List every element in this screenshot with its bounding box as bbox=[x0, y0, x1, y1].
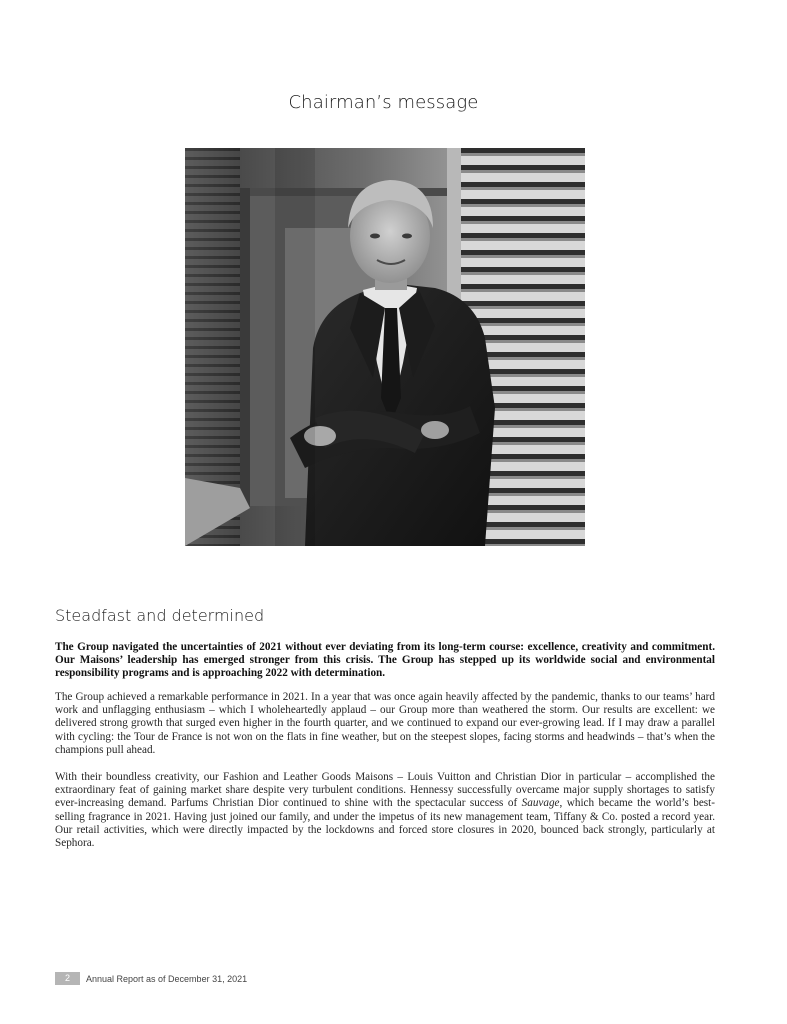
body-paragraph-1 bbox=[55, 691, 715, 757]
footer-caption: Annual Report as of December 31, 2021 bbox=[86, 973, 248, 984]
page-number-badge: 2 bbox=[55, 972, 80, 985]
page-footer bbox=[55, 972, 247, 985]
body-paragraph-2 bbox=[55, 771, 715, 850]
chairman-portrait-photo bbox=[185, 148, 585, 546]
paragraph-2-text-end: , which became the world’s best-selling fragrance in 2021. Having just joined our family, and under the impetus of its new management team, Tiffany & Co. posted a record year. Our retail activities, which were directly impacted by the lockdowns and forced store closures in 2020, bounced back strongly, particularly at Sephora. bbox=[55, 797, 715, 850]
page-title: Chairman’s message bbox=[288, 92, 479, 113]
paragraph-1-text: The Group achieved a remarkable performance in 2021. In a year that was once again heavily affected by the pandemic, thanks to our teams’ hard work and unflagging enthusiasm – which I wholeheartedly applaud – our Group more than weathered the storm. Our results are excellent: we delivered strong growth that surged even higher in the fourth quarter, and we continued to expand our ever-growing lead. If I may draw a parallel with cycling: the Tour de France is not won on the flats in fine weather, but on the steepest slopes, facing storms and headwinds – that’s when the champions pull ahead. bbox=[55, 691, 715, 756]
section-heading: Steadfast and determined bbox=[55, 606, 265, 625]
lead-text: The Group navigated the uncertainties of 2021 without ever deviating from its long-term course: excellence, creativity and commitment. Our Maisons’ leadership has emerged stronger from this crisis. The Group has stepped up its worldwide social and environmental responsibility programs and is approaching 2022 with determination. bbox=[55, 641, 715, 680]
paragraph-2-text-start: With their boundless creativity, our Fashion and Leather Goods Maisons – Louis Vuitton and Christian Dior in particular – accomplished the extraordinary feat of gaining market share despite very turbulent conditions. Hennessy successfully overcame major supply shortages to satisfy ever-increasing demand. Parfums Christian Dior continued to shine with the spectacular success of bbox=[55, 771, 715, 810]
paragraph-2-text bbox=[55, 771, 715, 850]
lead-paragraph bbox=[55, 641, 715, 681]
sauvage-italic: Sauvage bbox=[521, 797, 560, 810]
